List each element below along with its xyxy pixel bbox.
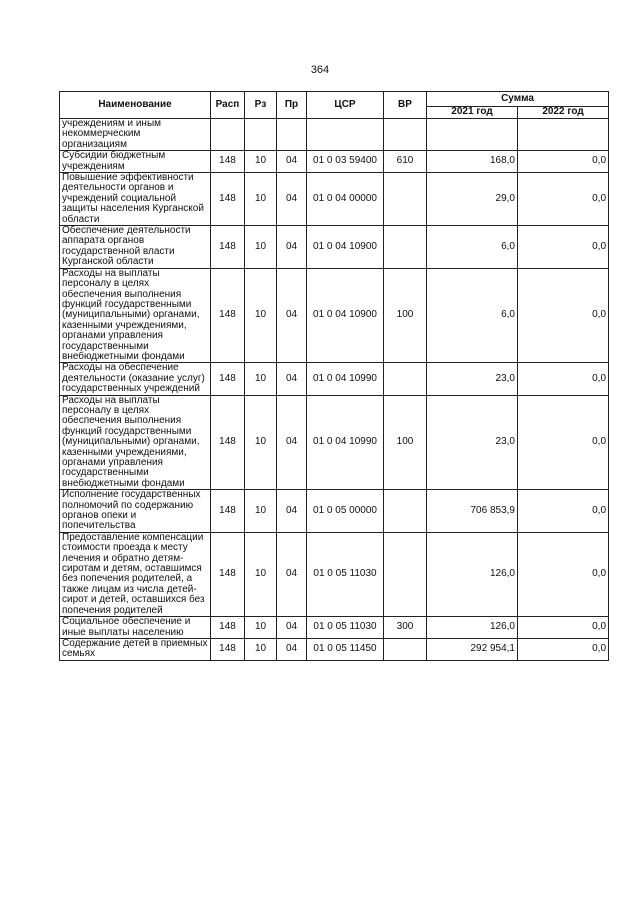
cell-rz: 10 bbox=[245, 226, 277, 269]
cell-rasp bbox=[211, 119, 245, 151]
table-row bbox=[60, 151, 609, 173]
header-2021: 2021 год bbox=[427, 107, 518, 119]
cell-vr bbox=[384, 363, 427, 395]
cell-vr bbox=[384, 119, 427, 151]
cell-rasp: 148 bbox=[211, 617, 245, 639]
cell-name: Расходы на выплаты персоналу в целях обеспечения выполнения функций государственными (муниципальными) органами, казенными учреждениями, органами управления государственными внебюджетными фондами bbox=[60, 268, 211, 363]
table-row bbox=[60, 532, 609, 616]
cell-pr: 04 bbox=[277, 363, 307, 395]
cell-2021: 126,0 bbox=[427, 617, 518, 639]
cell-2022: 0,0 bbox=[518, 151, 609, 173]
cell-2022: 0,0 bbox=[518, 617, 609, 639]
cell-2021: 23,0 bbox=[427, 363, 518, 395]
header-row bbox=[60, 92, 609, 107]
table-row bbox=[60, 638, 609, 660]
cell-csr: 01 0 04 00000 bbox=[307, 173, 384, 226]
cell-rasp: 148 bbox=[211, 363, 245, 395]
cell-rasp: 148 bbox=[211, 173, 245, 226]
budget-table bbox=[59, 91, 609, 661]
table-row bbox=[60, 119, 609, 151]
cell-csr bbox=[307, 119, 384, 151]
cell-rz: 10 bbox=[245, 532, 277, 616]
cell-2022: 0,0 bbox=[518, 173, 609, 226]
cell-pr bbox=[277, 119, 307, 151]
cell-vr bbox=[384, 173, 427, 226]
cell-csr: 01 0 05 11030 bbox=[307, 532, 384, 616]
cell-rasp: 148 bbox=[211, 226, 245, 269]
cell-vr bbox=[384, 532, 427, 616]
cell-csr: 01 0 03 59400 bbox=[307, 151, 384, 173]
cell-rasp: 148 bbox=[211, 638, 245, 660]
cell-2022: 0,0 bbox=[518, 268, 609, 363]
cell-vr: 610 bbox=[384, 151, 427, 173]
cell-2022: 0,0 bbox=[518, 532, 609, 616]
cell-2021: 168,0 bbox=[427, 151, 518, 173]
cell-csr: 01 0 05 11450 bbox=[307, 638, 384, 660]
cell-csr: 01 0 04 10990 bbox=[307, 395, 384, 490]
cell-rz: 10 bbox=[245, 173, 277, 226]
cell-vr bbox=[384, 226, 427, 269]
header-csr: ЦСР bbox=[307, 92, 384, 119]
cell-name: Исполнение государственных полномочий по содержанию органов опеки и попечительства bbox=[60, 490, 211, 533]
cell-name: Предоставление компенсации стоимости проезда к месту лечения и обратно детям-сиротам и детям, оставшимся без попечения родителей, а также лицам из числа детей-сирот и детей, оставшихся без попечения родителей bbox=[60, 532, 211, 616]
cell-pr: 04 bbox=[277, 226, 307, 269]
header-pr: Пр bbox=[277, 92, 307, 119]
cell-name: Повышение эффективности деятельности органов и учреждений социальной защиты населения Курганской области bbox=[60, 173, 211, 226]
cell-pr: 04 bbox=[277, 532, 307, 616]
cell-vr bbox=[384, 638, 427, 660]
cell-name: Расходы на обеспечение деятельности (оказание услуг) государственных учреждений bbox=[60, 363, 211, 395]
header-rasp: Расп bbox=[211, 92, 245, 119]
cell-csr: 01 0 05 11030 bbox=[307, 617, 384, 639]
cell-rz bbox=[245, 119, 277, 151]
cell-2021 bbox=[427, 119, 518, 151]
cell-rasp: 148 bbox=[211, 395, 245, 490]
table-row bbox=[60, 490, 609, 533]
cell-name: учреждениям и иным некоммерческим организациям bbox=[60, 119, 211, 151]
cell-pr: 04 bbox=[277, 151, 307, 173]
cell-rasp: 148 bbox=[211, 532, 245, 616]
cell-2021: 706 853,9 bbox=[427, 490, 518, 533]
header-vr: ВР bbox=[384, 92, 427, 119]
cell-rasp: 148 bbox=[211, 268, 245, 363]
cell-pr: 04 bbox=[277, 268, 307, 363]
header-summa: Сумма bbox=[427, 92, 609, 107]
cell-csr: 01 0 04 10900 bbox=[307, 226, 384, 269]
table-row bbox=[60, 395, 609, 490]
cell-rz: 10 bbox=[245, 617, 277, 639]
cell-name: Содержание детей в приемных семьях bbox=[60, 638, 211, 660]
cell-2021: 292 954,1 bbox=[427, 638, 518, 660]
cell-name: Обеспечение деятельности аппарата органов государственной власти Курганской области bbox=[60, 226, 211, 269]
cell-rz: 10 bbox=[245, 363, 277, 395]
table-row bbox=[60, 226, 609, 269]
cell-vr bbox=[384, 490, 427, 533]
page-number: 364 bbox=[310, 64, 330, 76]
header-rz: Рз bbox=[245, 92, 277, 119]
cell-rz: 10 bbox=[245, 151, 277, 173]
cell-pr: 04 bbox=[277, 638, 307, 660]
table-row bbox=[60, 363, 609, 395]
cell-rz: 10 bbox=[245, 395, 277, 490]
cell-2021: 126,0 bbox=[427, 532, 518, 616]
table-row bbox=[60, 617, 609, 639]
header-2022: 2022 год bbox=[518, 107, 609, 119]
cell-vr: 300 bbox=[384, 617, 427, 639]
cell-2022 bbox=[518, 119, 609, 151]
cell-vr: 100 bbox=[384, 268, 427, 363]
table-row bbox=[60, 268, 609, 363]
cell-2021: 29,0 bbox=[427, 173, 518, 226]
header-name: Наименование bbox=[60, 92, 211, 119]
cell-pr: 04 bbox=[277, 617, 307, 639]
table-row bbox=[60, 173, 609, 226]
cell-csr: 01 0 04 10990 bbox=[307, 363, 384, 395]
cell-pr: 04 bbox=[277, 490, 307, 533]
cell-csr: 01 0 04 10900 bbox=[307, 268, 384, 363]
cell-2021: 6,0 bbox=[427, 268, 518, 363]
cell-2022: 0,0 bbox=[518, 490, 609, 533]
cell-csr: 01 0 05 00000 bbox=[307, 490, 384, 533]
cell-2022: 0,0 bbox=[518, 226, 609, 269]
cell-rasp: 148 bbox=[211, 151, 245, 173]
cell-vr: 100 bbox=[384, 395, 427, 490]
cell-rz: 10 bbox=[245, 268, 277, 363]
cell-rz: 10 bbox=[245, 638, 277, 660]
cell-2021: 6,0 bbox=[427, 226, 518, 269]
cell-pr: 04 bbox=[277, 395, 307, 490]
cell-2022: 0,0 bbox=[518, 363, 609, 395]
cell-name: Расходы на выплаты персоналу в целях обеспечения выполнения функций государственными (муниципальными) органами, казенными учреждениями, органами управления государственными внебюджетными фондами bbox=[60, 395, 211, 490]
cell-name: Социальное обеспечение и иные выплаты населению bbox=[60, 617, 211, 639]
cell-name: Субсидии бюджетным учреждениям bbox=[60, 151, 211, 173]
cell-rasp: 148 bbox=[211, 490, 245, 533]
cell-2021: 23,0 bbox=[427, 395, 518, 490]
cell-pr: 04 bbox=[277, 173, 307, 226]
cell-2022: 0,0 bbox=[518, 395, 609, 490]
cell-2022: 0,0 bbox=[518, 638, 609, 660]
cell-rz: 10 bbox=[245, 490, 277, 533]
